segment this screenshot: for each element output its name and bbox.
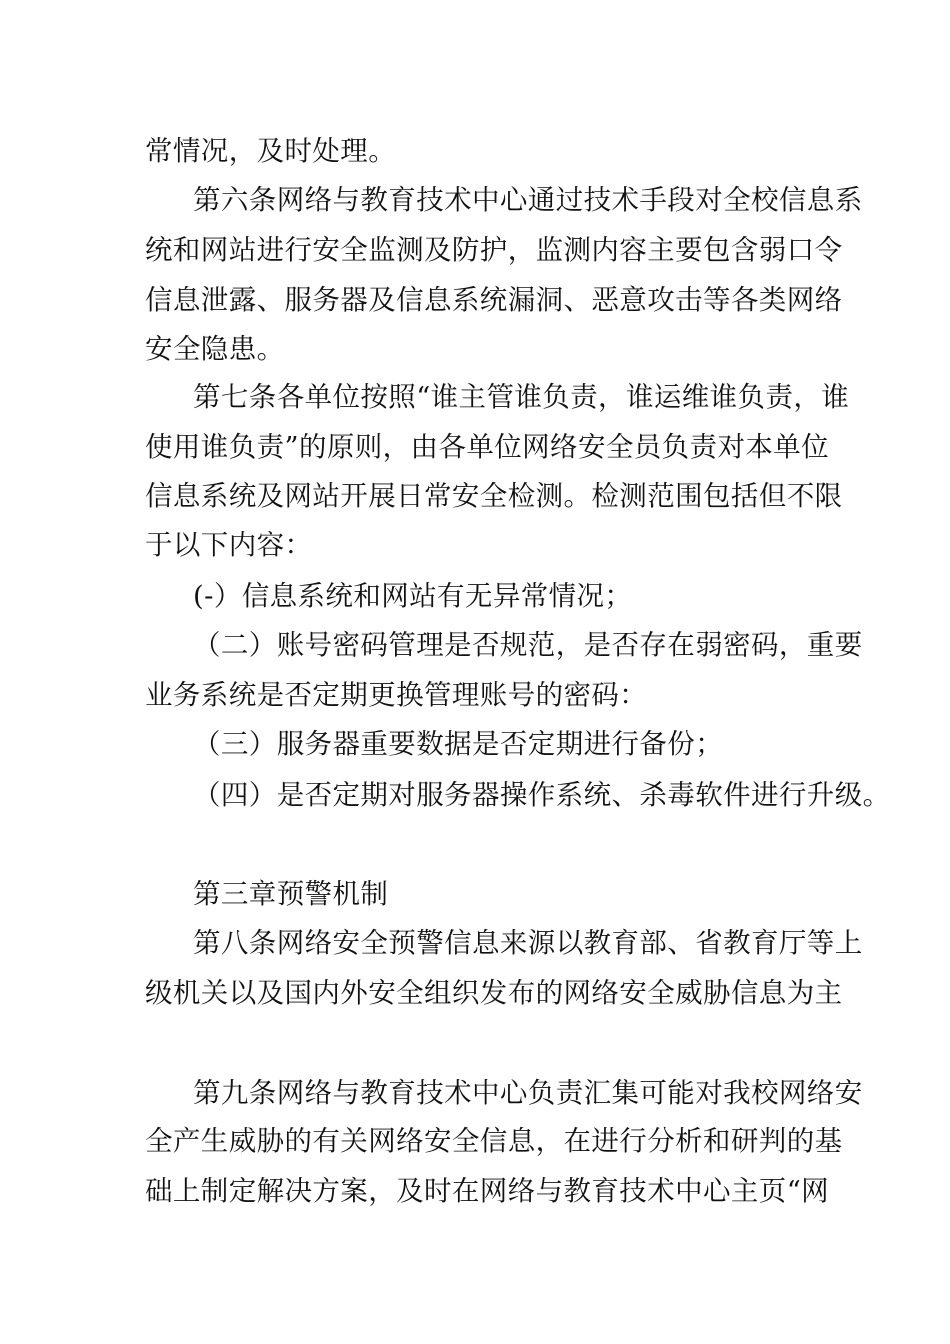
text-line: 信息泄露、服务器及信息系统漏洞、恶意攻击等各类网络	[145, 284, 843, 316]
text-line: (-）信息系统和网站有无异常情况；	[193, 580, 633, 612]
chapter-heading: 第三章预警机制	[193, 878, 389, 910]
text-line: （四）是否定期对服务器操作系统、杀毒软件进行升级。	[193, 779, 891, 811]
text-line: 业务系统是否定期更换管理账号的密码：	[145, 679, 648, 711]
text-line: 础上制定解决方案，及时在网络与教育技术中心主页“网	[145, 1175, 830, 1207]
text-line: 于以下内容：	[145, 529, 313, 561]
text-line: 使用谁负责”的原则，由各单位网络安全员负责对本单位	[145, 431, 830, 463]
text-line: 第七条各单位按照“谁主管谁负责，谁运维谁负责，谁	[193, 381, 850, 413]
text-line: 第八条网络安全预警信息来源以教育部、省教育厅等上	[193, 927, 863, 959]
text-line: （三）服务器重要数据是否定期进行备份；	[193, 728, 724, 760]
text-line: 统和网站进行安全监测及防护，监测内容主要包含弱口令	[145, 234, 843, 266]
text-line: 常情况，及时处理。	[145, 135, 397, 167]
text-line: 级机关以及国内外安全组织发布的网络安全威胁信息为主	[145, 977, 843, 1009]
text-line: 第六条网络与教育技术中心通过技术手段对全校信息系	[193, 184, 863, 216]
text-line: 安全隐患。	[145, 333, 285, 365]
text-line: 信息系统及网站开展日常安全检测。检测范围包括但不限	[145, 480, 843, 512]
text-line: 全产生威胁的有关网络安全信息，在进行分析和研判的基	[145, 1125, 843, 1157]
text-line: 第九条网络与教育技术中心负责汇集可能对我校网络安	[193, 1077, 863, 1109]
text-line: （二）账号密码管理是否规范，是否存在弱密码，重要	[193, 629, 863, 661]
